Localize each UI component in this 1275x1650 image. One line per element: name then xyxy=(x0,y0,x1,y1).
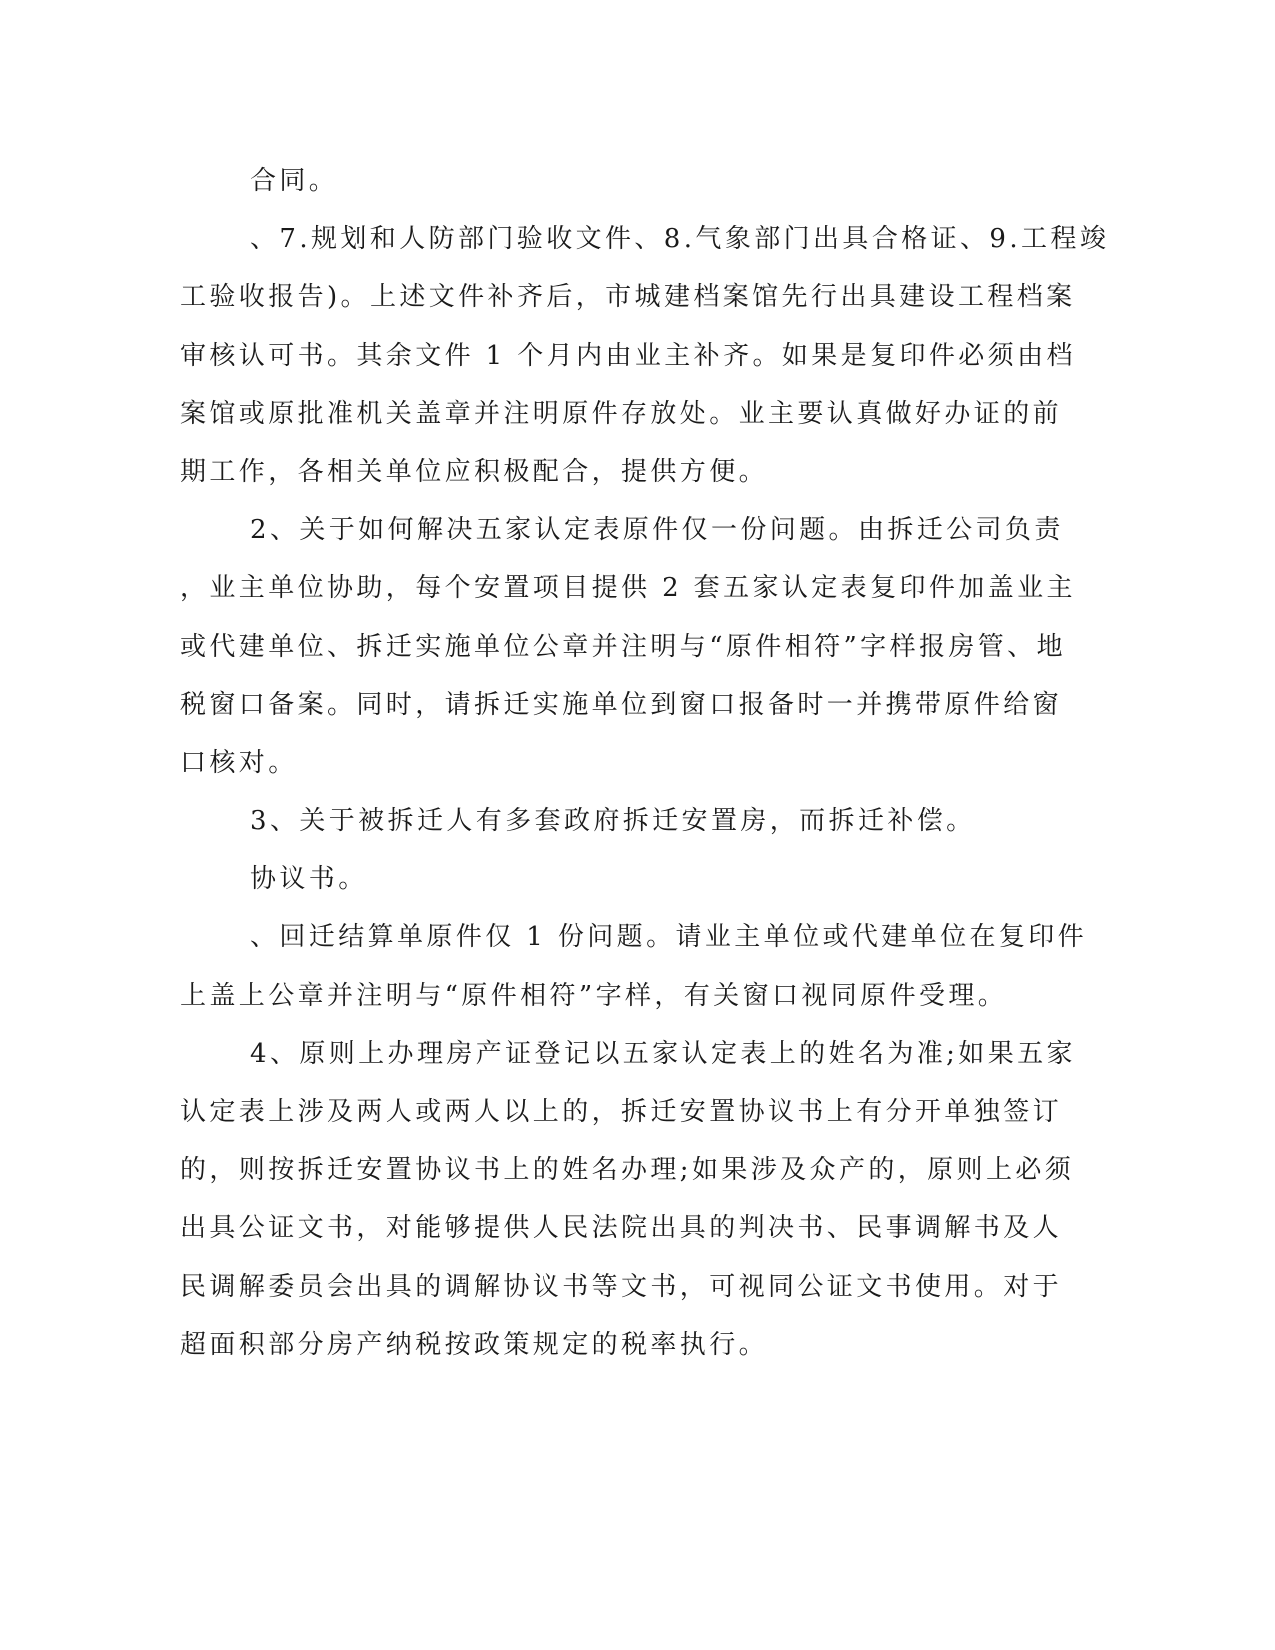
paragraph-item-2 xyxy=(180,501,1076,792)
text-line: 认定表上涉及两人或两人以上的，拆迁安置协议书上有分开单独签订 xyxy=(180,1097,1063,1127)
text-line: 出具公证文书，对能够提供人民法院出具的判决书、民事调解书及人 xyxy=(180,1213,1063,1244)
text-line: 审核认可书。其余文件 1 个月内由业主补齐。如果是复印件必须由档 xyxy=(180,340,1076,371)
text-line: 工验收报告)。上述文件补齐后，市城建档案馆先行出具建设工程档案 xyxy=(180,282,1076,313)
paragraph-contract-end xyxy=(180,152,1035,210)
paragraph-settlement-sheet xyxy=(180,908,1088,1024)
text-line: 协议书。 xyxy=(250,864,368,895)
paragraph-item-4 xyxy=(180,1025,1076,1374)
text-line: 、7.规划和人防部门验收文件、8.气象部门出具合格证、9.工程竣 xyxy=(250,224,1110,255)
paragraph-required-documents xyxy=(180,210,1110,501)
text-line: 超面积部分房产纳税按政策规定的税率执行。 xyxy=(180,1329,769,1360)
text-line: ，业主单位协助，每个安置项目提供 2 套五家认定表复印件加盖业主 xyxy=(180,573,1076,604)
text-line: 案馆或原批准机关盖章并注明原件存放处。业主要认真做好办证的前 xyxy=(180,398,1063,429)
text-line: 4、原则上办理房产证登记以五家认定表上的姓名为准;如果五家 xyxy=(250,1038,1076,1069)
paragraph-agreement xyxy=(180,850,1035,908)
text-line: 、回迁结算单原件仅 1 份问题。请业主单位或代建单位在复印件 xyxy=(250,922,1088,953)
text-line: 的，则按拆迁安置协议书上的姓名办理;如果涉及众产的，原则上必须 xyxy=(180,1155,1075,1186)
document-body xyxy=(180,152,1110,1374)
text-line: 期工作，各相关单位应积极配合，提供方便。 xyxy=(180,456,769,487)
paragraph-item-3 xyxy=(180,792,1035,850)
text-line: 合同。 xyxy=(250,166,339,196)
text-line: 3、关于被拆迁人有多套政府拆迁安置房，而拆迁补偿。 xyxy=(250,806,976,837)
text-line: 或代建单位、拆迁实施单位公章并注明与“原件相符”字样报房管、地 xyxy=(180,631,1066,662)
text-line: 民调解委员会出具的调解协议书等文书，可视同公证文书使用。对于 xyxy=(180,1271,1063,1302)
text-line: 上盖上公章并注明与“原件相符”字样，有关窗口视同原件受理。 xyxy=(180,980,1008,1011)
text-line: 税窗口备案。同时，请拆迁实施单位到窗口报备时一并携带原件给窗 xyxy=(180,689,1063,720)
text-line: 2、关于如何解决五家认定表原件仅一份问题。由拆迁公司负责 xyxy=(250,515,1064,546)
text-line: 口核对。 xyxy=(180,747,298,778)
